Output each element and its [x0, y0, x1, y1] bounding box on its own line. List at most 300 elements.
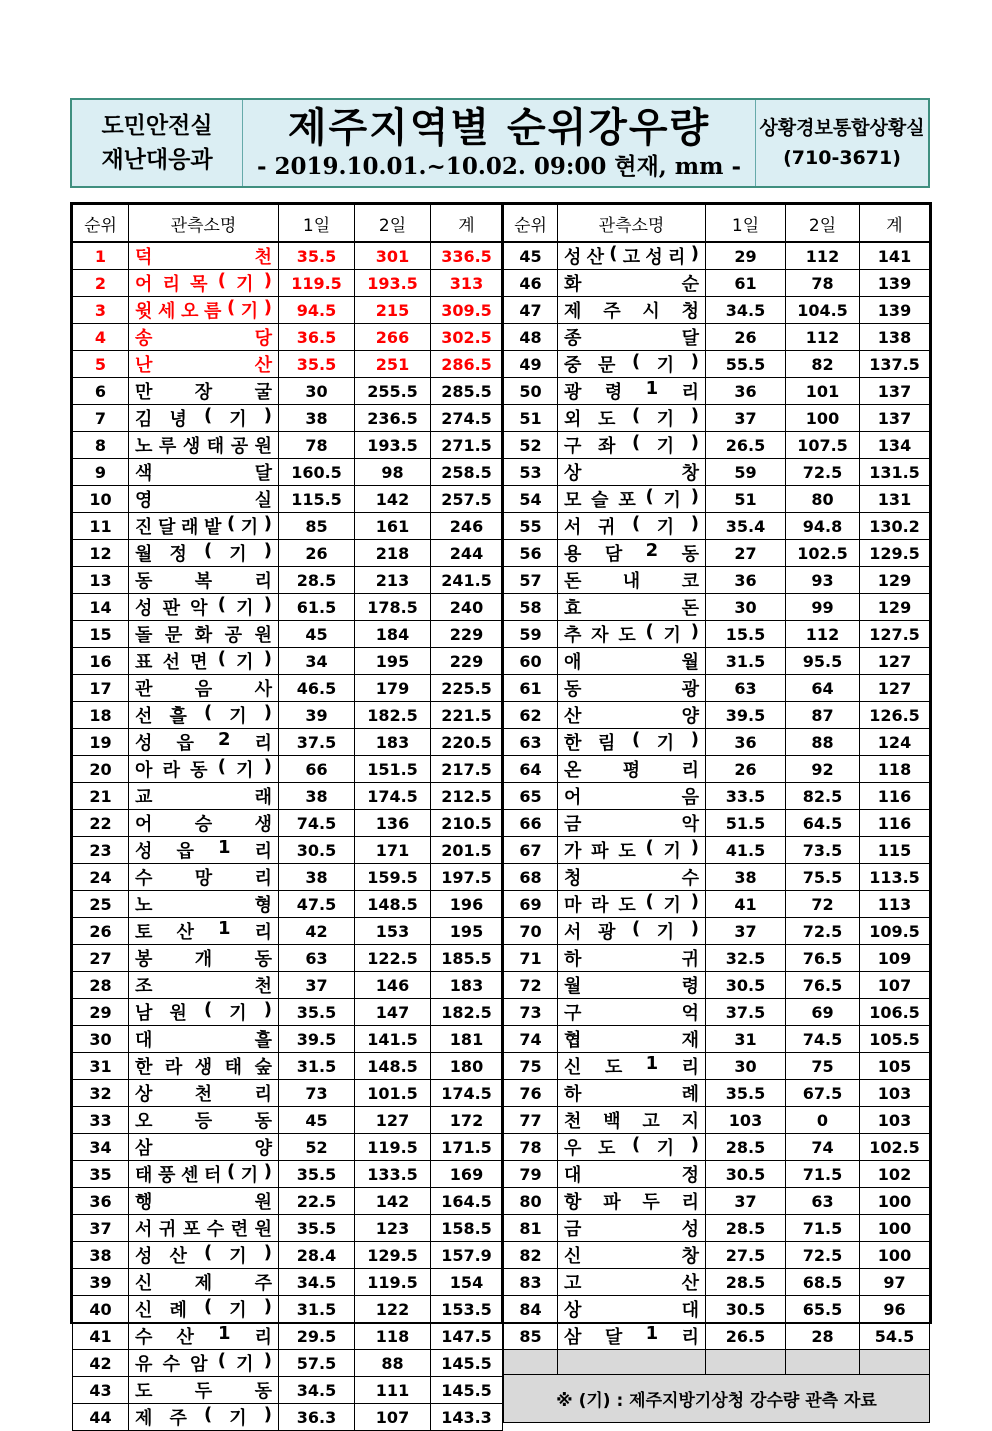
cell-day2: 72.5 [786, 1242, 860, 1269]
cell-rank: 7 [73, 405, 129, 432]
cell-rank: 3 [73, 297, 129, 324]
cell-total: 197.5 [431, 864, 503, 891]
cell-total: 182.5 [431, 999, 503, 1026]
cell-rank: 81 [504, 1215, 558, 1242]
cell-station-name: 상 창 [558, 459, 706, 486]
cell-rank: 4 [73, 324, 129, 351]
cell-rank: 14 [73, 594, 129, 621]
cell-rank: 71 [504, 945, 558, 972]
cell-day2: 161 [355, 513, 431, 540]
cell-rank: 79 [504, 1161, 558, 1188]
table-row [73, 972, 503, 999]
cell-day2: 112 [786, 242, 860, 270]
cell-total: 169 [431, 1161, 503, 1188]
cell-day1: 26 [279, 540, 355, 567]
table-row [504, 459, 930, 486]
cell-rank: 82 [504, 1242, 558, 1269]
cell-day1: 115.5 [279, 486, 355, 513]
table-row [504, 621, 930, 648]
cell-rank: 72 [504, 972, 558, 999]
table-row [504, 1269, 930, 1296]
cell-day1: 41.5 [706, 837, 786, 864]
cell-total: 164.5 [431, 1188, 503, 1215]
cell-station-name: 월 령 [558, 972, 706, 999]
cell-station-name: 제 주 시 청 [558, 297, 706, 324]
table-header-row [504, 205, 930, 243]
cell-rank: 36 [73, 1188, 129, 1215]
cell-total: 240 [431, 594, 503, 621]
cell-total: 147.5 [431, 1323, 503, 1350]
cell-station-name: 구 억 [558, 999, 706, 1026]
cell-rank: 65 [504, 783, 558, 810]
table-row [504, 513, 930, 540]
cell-total: 124 [860, 729, 930, 756]
cell-total: 96 [860, 1296, 930, 1323]
cell-station-name: 청 수 [558, 864, 706, 891]
table-row [504, 1053, 930, 1080]
cell-day2: 0 [786, 1107, 860, 1134]
cell-station-name: 삼 양 [129, 1134, 279, 1161]
column-header-total: 계 [860, 205, 930, 243]
cell-station-name: 유 수 암 ( 기 ) [129, 1350, 279, 1377]
cell-rank: 18 [73, 702, 129, 729]
cell-rank: 12 [73, 540, 129, 567]
table-row [73, 405, 503, 432]
table-row [73, 1350, 503, 1377]
table-row [504, 675, 930, 702]
cell-total: 285.5 [431, 378, 503, 405]
cell-total: 129 [860, 567, 930, 594]
cell-day2: 76.5 [786, 972, 860, 999]
note-row [504, 1374, 930, 1422]
cell-total: 102.5 [860, 1134, 930, 1161]
cell-station-name: 신 례 ( 기 ) [129, 1296, 279, 1323]
cell-station-name: 덕 천 [129, 242, 279, 270]
table-row [73, 486, 503, 513]
cell-day2: 122 [355, 1296, 431, 1323]
cell-station-name: 모 슬 포 ( 기 ) [558, 486, 706, 513]
cell-rank: 61 [504, 675, 558, 702]
cell-station-name: 신 제 주 [129, 1269, 279, 1296]
cell-rank: 32 [73, 1080, 129, 1107]
cell-day2: 71.5 [786, 1215, 860, 1242]
rainfall-table-right-grid [503, 204, 930, 1423]
cell-station-name: 수 망 리 [129, 864, 279, 891]
cell-day2: 88 [786, 729, 860, 756]
cell-day2: 73.5 [786, 837, 860, 864]
cell-day1: 30 [279, 378, 355, 405]
cell-day1: 30.5 [706, 1161, 786, 1188]
table-row [504, 729, 930, 756]
cell-day2: 179 [355, 675, 431, 702]
cell-day2: 107.5 [786, 432, 860, 459]
cell-station-name: 도 두 동 [129, 1377, 279, 1404]
cell-station-name: 노 루 생 태 공 원 [129, 432, 279, 459]
cell-rank: 43 [73, 1377, 129, 1404]
cell-day1: 35.5 [279, 351, 355, 378]
table-row [504, 702, 930, 729]
cell-day2: 92 [786, 756, 860, 783]
cell-station-name: 신 도 1 리 [558, 1053, 706, 1080]
cell-rank: 21 [73, 783, 129, 810]
column-header-total: 계 [431, 205, 503, 243]
column-header-rank: 순위 [73, 205, 129, 243]
cell-day1: 35.5 [279, 999, 355, 1026]
cell-day2: 74 [786, 1134, 860, 1161]
cell-day1: 33.5 [706, 783, 786, 810]
cell-rank: 11 [73, 513, 129, 540]
table-row [504, 891, 930, 918]
cell-day2: 301 [355, 242, 431, 270]
cell-day1: 37 [279, 972, 355, 999]
cell-station-name: 어 승 생 [129, 810, 279, 837]
cell-station-name: 항 파 두 리 [558, 1188, 706, 1215]
cell-total: 225.5 [431, 675, 503, 702]
table-row [504, 864, 930, 891]
cell-day2: 101.5 [355, 1080, 431, 1107]
table-row [73, 594, 503, 621]
cell-total: 153.5 [431, 1296, 503, 1323]
cell-total: 113.5 [860, 864, 930, 891]
cell-day2: 28 [786, 1323, 860, 1350]
cell-rank: 29 [73, 999, 129, 1026]
table-row [73, 756, 503, 783]
cell-total: 246 [431, 513, 503, 540]
cell-total: 137.5 [860, 351, 930, 378]
cell-day2: 182.5 [355, 702, 431, 729]
cell-station-name: 노 형 [129, 891, 279, 918]
cell-total: 271.5 [431, 432, 503, 459]
cell-day1: 35.5 [279, 1161, 355, 1188]
cell-day2: 101 [786, 378, 860, 405]
cell-day1: 26 [706, 324, 786, 351]
table-row [504, 999, 930, 1026]
cell-total: 336.5 [431, 242, 503, 270]
cell-rank: 5 [73, 351, 129, 378]
cell-total: 106.5 [860, 999, 930, 1026]
cell-station-name: 조 천 [129, 972, 279, 999]
table-row [73, 242, 503, 270]
cell-total: 116 [860, 810, 930, 837]
table-row [504, 1188, 930, 1215]
cell-station-name: 우 도 ( 기 ) [558, 1134, 706, 1161]
cell-day2: 136 [355, 810, 431, 837]
cell-total: 257.5 [431, 486, 503, 513]
table-row [73, 378, 503, 405]
cell-day1: 22.5 [279, 1188, 355, 1215]
cell-total: 145.5 [431, 1350, 503, 1377]
cell-rank: 27 [73, 945, 129, 972]
cell-day1: 42 [279, 918, 355, 945]
table-row [504, 378, 930, 405]
cell-day2: 146 [355, 972, 431, 999]
cell-station-name: 구 좌 ( 기 ) [558, 432, 706, 459]
cell-rank: 55 [504, 513, 558, 540]
cell-rank: 6 [73, 378, 129, 405]
cell-station-name: 수 산 1 리 [129, 1323, 279, 1350]
cell-day1: 31 [706, 1026, 786, 1053]
cell-rank: 77 [504, 1107, 558, 1134]
cell-day2: 213 [355, 567, 431, 594]
cell-rank: 28 [73, 972, 129, 999]
table-row [73, 1323, 503, 1350]
cell-day2: 122.5 [355, 945, 431, 972]
table-row [73, 918, 503, 945]
cell-day2: 65.5 [786, 1296, 860, 1323]
title-block [243, 100, 755, 186]
cell-station-name: 태 풍 센 터 ( 기 ) [129, 1161, 279, 1188]
cell-total: 180 [431, 1053, 503, 1080]
cell-station-name: 추 자 도 ( 기 ) [558, 621, 706, 648]
cell-day1: 55.5 [706, 351, 786, 378]
cell-station-name: 성 판 악 ( 기 ) [129, 594, 279, 621]
cell-rank: 1 [73, 242, 129, 270]
cell-rank: 13 [73, 567, 129, 594]
cell-station-name: 애 월 [558, 648, 706, 675]
cell-station-name: 어 리 목 ( 기 ) [129, 270, 279, 297]
table-row [73, 999, 503, 1026]
column-header-rank: 순위 [504, 205, 558, 243]
cell-day2: 129.5 [355, 1242, 431, 1269]
cell-total: 171.5 [431, 1134, 503, 1161]
cell-day1: 38 [706, 864, 786, 891]
cell-station-name: 중 문 ( 기 ) [558, 351, 706, 378]
cell-day1: 73 [279, 1080, 355, 1107]
table-row [73, 1134, 503, 1161]
table-row [504, 567, 930, 594]
table-row [73, 540, 503, 567]
cell-rank: 2 [73, 270, 129, 297]
blank-cell [706, 1350, 786, 1375]
cell-rank: 83 [504, 1269, 558, 1296]
table-row [504, 918, 930, 945]
cell-total: 130.2 [860, 513, 930, 540]
blank-cell [786, 1350, 860, 1375]
cell-day2: 159.5 [355, 864, 431, 891]
cell-day1: 35.5 [279, 1215, 355, 1242]
cell-day2: 141.5 [355, 1026, 431, 1053]
cell-total: 131 [860, 486, 930, 513]
table-row [504, 351, 930, 378]
table-row [504, 810, 930, 837]
cell-day1: 37 [706, 918, 786, 945]
cell-day2: 142 [355, 1188, 431, 1215]
cell-day2: 151.5 [355, 756, 431, 783]
cell-day1: 34 [279, 648, 355, 675]
cell-day2: 184 [355, 621, 431, 648]
table-row [73, 1026, 503, 1053]
cell-total: 158.5 [431, 1215, 503, 1242]
cell-total: 109 [860, 945, 930, 972]
table-row [73, 1161, 503, 1188]
cell-total: 217.5 [431, 756, 503, 783]
cell-day1: 31.5 [279, 1296, 355, 1323]
cell-station-name: 성 읍 1 리 [129, 837, 279, 864]
cell-rank: 52 [504, 432, 558, 459]
department-line1: 도민안전실 [101, 113, 213, 139]
cell-day1: 34.5 [279, 1269, 355, 1296]
department-line2: 재난대응과 [101, 147, 213, 173]
cell-rank: 57 [504, 567, 558, 594]
cell-station-name: 산 양 [558, 702, 706, 729]
cell-day1: 39.5 [706, 702, 786, 729]
cell-station-name: 교 래 [129, 783, 279, 810]
cell-day2: 98 [355, 459, 431, 486]
cell-day2: 102.5 [786, 540, 860, 567]
cell-day1: 36 [706, 378, 786, 405]
cell-total: 118 [860, 756, 930, 783]
cell-day1: 85 [279, 513, 355, 540]
cell-station-name: 성 산 ( 고 성 리 ) [558, 242, 706, 270]
cell-station-name: 협 재 [558, 1026, 706, 1053]
cell-total: 103 [860, 1107, 930, 1134]
cell-station-name: 금 성 [558, 1215, 706, 1242]
cell-day1: 31.5 [706, 648, 786, 675]
cell-day1: 36 [706, 567, 786, 594]
cell-day1: 35.4 [706, 513, 786, 540]
cell-total: 313 [431, 270, 503, 297]
table-row [504, 324, 930, 351]
cell-day2: 99 [786, 594, 860, 621]
cell-day2: 72 [786, 891, 860, 918]
cell-rank: 30 [73, 1026, 129, 1053]
cell-total: 244 [431, 540, 503, 567]
cell-station-name: 난 산 [129, 351, 279, 378]
cell-total: 183 [431, 972, 503, 999]
cell-station-name: 봉 개 동 [129, 945, 279, 972]
cell-rank: 49 [504, 351, 558, 378]
table-row [73, 1242, 503, 1269]
cell-total: 129 [860, 594, 930, 621]
cell-day2: 88 [355, 1350, 431, 1377]
cell-day1: 27 [706, 540, 786, 567]
cell-rank: 41 [73, 1323, 129, 1350]
table-row [504, 594, 930, 621]
rainfall-table [70, 202, 932, 1429]
cell-total: 54.5 [860, 1323, 930, 1350]
cell-station-name: 돈 내 코 [558, 567, 706, 594]
cell-rank: 19 [73, 729, 129, 756]
cell-rank: 76 [504, 1080, 558, 1107]
table-row [504, 405, 930, 432]
cell-day1: 27.5 [706, 1242, 786, 1269]
cell-day2: 72.5 [786, 918, 860, 945]
rainfall-table-right [501, 204, 930, 1411]
cell-rank: 75 [504, 1053, 558, 1080]
cell-day1: 66 [279, 756, 355, 783]
cell-station-name: 표 선 면 ( 기 ) [129, 648, 279, 675]
cell-total: 129.5 [860, 540, 930, 567]
cell-day1: 35.5 [706, 1080, 786, 1107]
cell-rank: 37 [73, 1215, 129, 1242]
rainfall-table-left [72, 204, 501, 1429]
table-row [504, 837, 930, 864]
cell-station-name: 동 광 [558, 675, 706, 702]
table-row [73, 648, 503, 675]
table-row [73, 567, 503, 594]
cell-day1: 103 [706, 1107, 786, 1134]
cell-day1: 28.4 [279, 1242, 355, 1269]
cell-total: 229 [431, 621, 503, 648]
cell-rank: 45 [504, 242, 558, 270]
cell-day2: 193.5 [355, 432, 431, 459]
cell-station-name: 가 파 도 ( 기 ) [558, 837, 706, 864]
cell-total: 134 [860, 432, 930, 459]
cell-station-name: 대 흘 [129, 1026, 279, 1053]
cell-station-name: 성 읍 2 리 [129, 729, 279, 756]
cell-day2: 104.5 [786, 297, 860, 324]
cell-day1: 31.5 [279, 1053, 355, 1080]
page-title: 제주지역별 순위강우량 [287, 105, 711, 151]
cell-rank: 25 [73, 891, 129, 918]
cell-day1: 28.5 [706, 1134, 786, 1161]
table-row [504, 1026, 930, 1053]
cell-total: 115 [860, 837, 930, 864]
cell-station-name: 진 달 래 밭 ( 기 ) [129, 513, 279, 540]
table-row [73, 864, 503, 891]
page-subtitle: - 2019.10.01.~10.02. 09:00 현재, mm - [256, 153, 742, 180]
cell-rank: 26 [73, 918, 129, 945]
cell-day2: 75 [786, 1053, 860, 1080]
cell-day2: 118 [355, 1323, 431, 1350]
cell-total: 174.5 [431, 1080, 503, 1107]
table-row [504, 540, 930, 567]
table-row [504, 1134, 930, 1161]
cell-day1: 36 [706, 729, 786, 756]
cell-day2: 215 [355, 297, 431, 324]
cell-rank: 48 [504, 324, 558, 351]
table-row [73, 1269, 503, 1296]
cell-day2: 111 [355, 1377, 431, 1404]
cell-day2: 119.5 [355, 1134, 431, 1161]
table-row [73, 1377, 503, 1404]
cell-total: 309.5 [431, 297, 503, 324]
cell-station-name: 서 귀 포 수 련 원 [129, 1215, 279, 1242]
cell-rank: 73 [504, 999, 558, 1026]
cell-day1: 52 [279, 1134, 355, 1161]
cell-station-name: 성 산 ( 기 ) [129, 1242, 279, 1269]
cell-rank: 9 [73, 459, 129, 486]
cell-station-name: 제 주 ( 기 ) [129, 1404, 279, 1431]
department-block [72, 100, 243, 186]
cell-day2: 218 [355, 540, 431, 567]
cell-day2: 100 [786, 405, 860, 432]
cell-day2: 71.5 [786, 1161, 860, 1188]
cell-total: 258.5 [431, 459, 503, 486]
cell-day1: 34.5 [706, 297, 786, 324]
cell-rank: 39 [73, 1269, 129, 1296]
cell-day1: 32.5 [706, 945, 786, 972]
cell-station-name: 대 정 [558, 1161, 706, 1188]
cell-rank: 60 [504, 648, 558, 675]
cell-rank: 46 [504, 270, 558, 297]
cell-day1: 37.5 [279, 729, 355, 756]
cell-station-name: 영 실 [129, 486, 279, 513]
cell-day1: 37.5 [706, 999, 786, 1026]
cell-station-name: 서 광 ( 기 ) [558, 918, 706, 945]
cell-day2: 171 [355, 837, 431, 864]
table-row [73, 432, 503, 459]
cell-rank: 42 [73, 1350, 129, 1377]
cell-day1: 63 [706, 675, 786, 702]
cell-total: 241.5 [431, 567, 503, 594]
cell-day1: 37 [706, 405, 786, 432]
cell-station-name: 행 원 [129, 1188, 279, 1215]
cell-day2: 127 [355, 1107, 431, 1134]
cell-station-name: 마 라 도 ( 기 ) [558, 891, 706, 918]
cell-day2: 236.5 [355, 405, 431, 432]
cell-day2: 93 [786, 567, 860, 594]
